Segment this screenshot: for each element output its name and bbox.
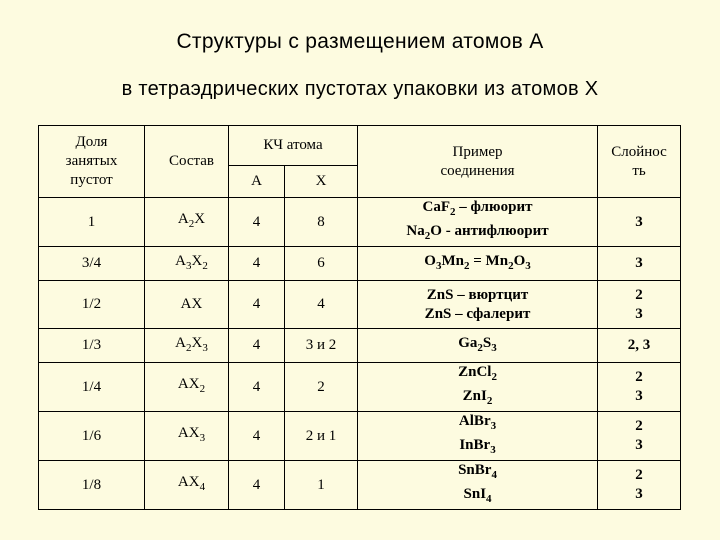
cell-layers: 2 3 bbox=[598, 412, 681, 461]
cell-cn-x: 3 и 2 bbox=[285, 329, 358, 363]
cell-composition: $A_2X$ bbox=[145, 198, 229, 247]
title-line-1: Структуры с размещением атомов А bbox=[176, 30, 544, 53]
cell-fraction: 3/4 bbox=[39, 247, 145, 281]
example-line: $Ga_2S_3$ bbox=[458, 334, 497, 354]
cell-cn-a: 4 bbox=[229, 412, 285, 461]
table-row bbox=[39, 461, 681, 510]
cell-composition: AX bbox=[145, 281, 229, 329]
example-line: $Na_2O$ - антифлюорит bbox=[406, 223, 549, 242]
cell-layers: 2 3 bbox=[598, 363, 681, 412]
example-line: ZnCl$_2$ bbox=[458, 364, 497, 383]
cell-layers: 2, 3 bbox=[598, 329, 681, 363]
cell-cn-x: 4 bbox=[285, 281, 358, 329]
cell-fraction: 1/6 bbox=[39, 412, 145, 461]
cell-cn-a: 4 bbox=[229, 329, 285, 363]
header-cn-x: Х bbox=[285, 166, 358, 198]
cell-example bbox=[358, 363, 598, 412]
cell-cn-x: 6 bbox=[285, 247, 358, 281]
cell-cn-a: 4 bbox=[229, 461, 285, 510]
table-row bbox=[39, 281, 681, 329]
header-fraction: Доля занятых пустот bbox=[39, 126, 145, 198]
cell-cn-a: 4 bbox=[229, 363, 285, 412]
cell-fraction: 1/3 bbox=[39, 329, 145, 363]
cell-cn-x: 2 и 1 bbox=[285, 412, 358, 461]
example-line: ZnI$_2$ bbox=[462, 388, 493, 407]
header-cn: КЧ атома bbox=[229, 126, 358, 166]
cell-example bbox=[358, 461, 598, 510]
example-line: SnI$_4$ bbox=[463, 486, 492, 505]
cell-composition: $A_2X_3$ bbox=[145, 329, 229, 363]
header-composition: Состав bbox=[145, 126, 229, 198]
cell-composition: $A_3X_2$ bbox=[145, 247, 229, 281]
cell-fraction: 1/8 bbox=[39, 461, 145, 510]
cell-composition: $AX_3$ bbox=[145, 412, 229, 461]
example-line: SnBr$_4$ bbox=[458, 462, 497, 481]
example-line: ZnS – вюртцит bbox=[426, 286, 529, 303]
cell-example bbox=[358, 198, 598, 247]
cell-example bbox=[358, 247, 598, 281]
cell-example bbox=[358, 281, 598, 329]
cell-fraction: 1/2 bbox=[39, 281, 145, 329]
table-row bbox=[39, 412, 681, 461]
header-layers: Слойнос ть bbox=[598, 126, 681, 198]
header-example: Пример соединения bbox=[358, 126, 598, 198]
cell-example bbox=[358, 329, 598, 363]
table-row bbox=[39, 363, 681, 412]
example-line: ZnS – сфалерит bbox=[424, 305, 531, 322]
cell-cn-a: 4 bbox=[229, 281, 285, 329]
cell-fraction: 1 bbox=[39, 198, 145, 247]
cell-composition: $AX_2$ bbox=[145, 363, 229, 412]
table-row bbox=[39, 198, 681, 247]
cell-layers: 2 3 bbox=[598, 461, 681, 510]
header-cn-a: А bbox=[229, 166, 285, 198]
example-line: $O_3Mn_2 = Mn_2O_3$ bbox=[424, 252, 531, 272]
title-line-2: в тетраэдрических пустотах упаковки из атомов Х bbox=[121, 78, 599, 100]
example-line: AlBr$_3$ bbox=[458, 413, 497, 432]
cell-cn-x: 1 bbox=[285, 461, 358, 510]
cell-composition: $AX_4$ bbox=[145, 461, 229, 510]
cell-fraction: 1/4 bbox=[39, 363, 145, 412]
cell-layers: 2 3 bbox=[598, 281, 681, 329]
example-line: InBr$_3$ bbox=[459, 437, 496, 456]
cell-cn-x: 2 bbox=[285, 363, 358, 412]
cell-layers: 3 bbox=[598, 247, 681, 281]
cell-example bbox=[358, 412, 598, 461]
cell-cn-a: 4 bbox=[229, 247, 285, 281]
structures-table bbox=[38, 125, 681, 510]
cell-cn-x: 8 bbox=[285, 198, 358, 247]
cell-layers: 3 bbox=[598, 198, 681, 247]
example-line: CaF$_2$ – флюорит bbox=[422, 199, 533, 218]
table-row bbox=[39, 247, 681, 281]
cell-cn-a: 4 bbox=[229, 198, 285, 247]
table-row bbox=[39, 329, 681, 363]
